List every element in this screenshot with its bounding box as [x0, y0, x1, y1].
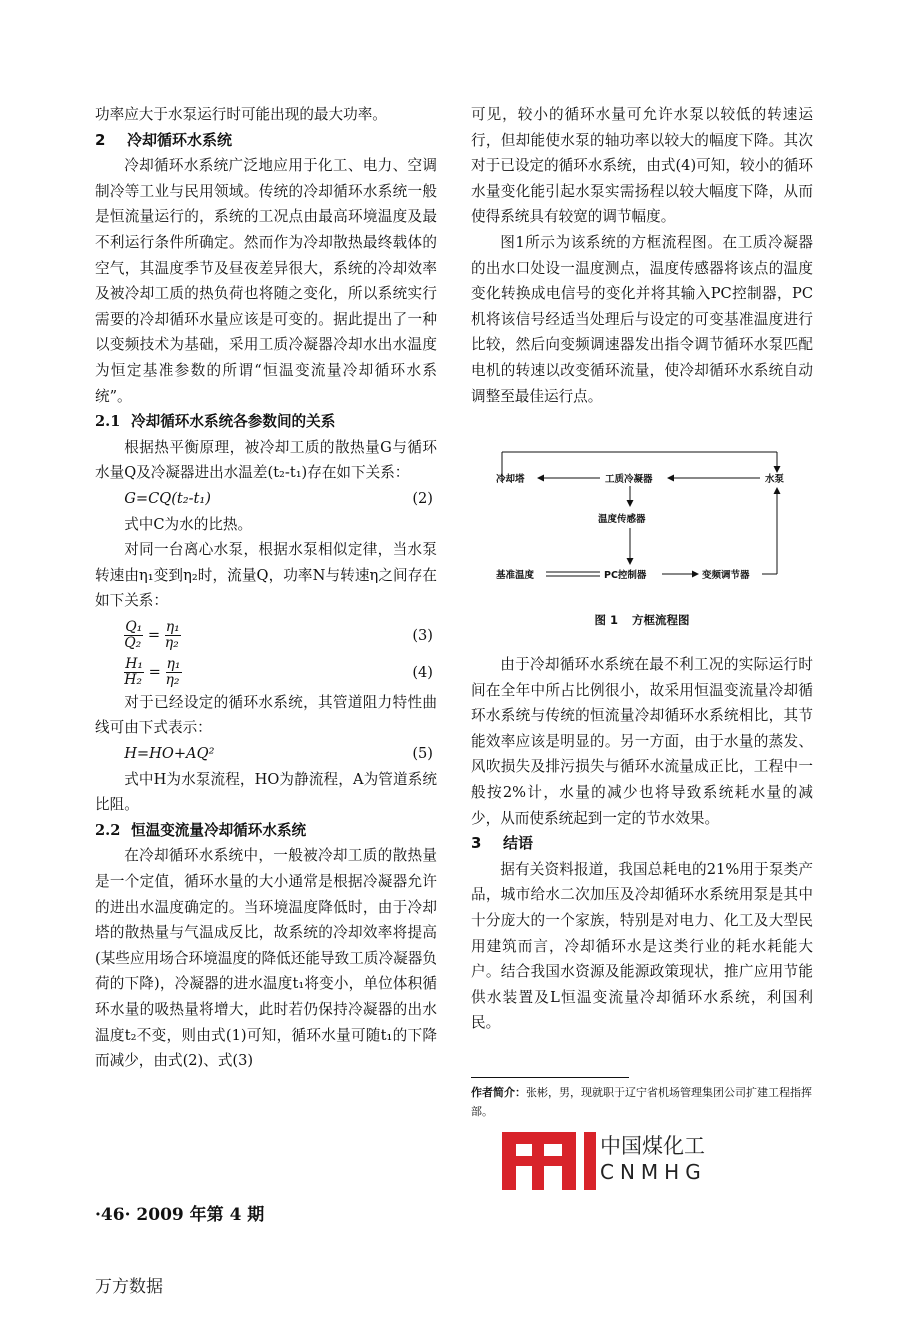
- node-pc: PC控制器: [604, 570, 647, 581]
- paragraph: 图1所示为该系统的方框流程图。在工质冷凝器的出水口处设一温度测点，温度传感器将该点的温度变化转换成电信号的变化并将其输入PC控制器，PC机将该信号经适当处理后与设定的可变基准温度进行比较，然后向变频调速器发出指令调节循环水泵匹配电机的转速以改变循环流量，使冷却循环水系统自动调整至最佳运行点。: [471, 233, 813, 405]
- node-pump: 水泵: [765, 474, 785, 485]
- author-note: 作者简介：张彬，男，现就职于辽宁省机场管理集团公司扩建工程指挥部。: [471, 1086, 812, 1118]
- node-base-temp: 基准温度: [496, 570, 535, 581]
- paragraph: 式中C为水的比热。: [124, 515, 253, 533]
- subsection-heading: 2.1 冷却循环水系统各参数间的关系: [95, 413, 336, 431]
- paragraph: 冷却循环水系统广泛地应用于化工、电力、空调制冷等工业与民用领域。传统的冷却循环水系统一般是恒流量运行的，系统的工况点由最高环境温度及最不利运行条件所确定。然而作为冷却散热最终载体的空气，其温度季节及昼夜差异很大，系统的冷却效率及被冷却工质的热负荷也将随之变化，所以系统实行需要的冷却循环水量应该是可变的。据此提出了一种以变频技术为基础，采用工质冷凝器冷却水出水温度为恒定基准参数的所谓“恒温变流量冷却循环水系统”。: [95, 157, 437, 405]
- equation-5: H=HO+AQ² (5): [124, 745, 433, 763]
- watermark: 万方数据: [95, 1277, 163, 1297]
- node-condenser: 工质冷凝器: [605, 474, 653, 485]
- paragraph: 式中H为水泵流程，HO为静流程，A为管道系统比阻。: [95, 770, 437, 814]
- paragraph: 对同一台离心水泵，根据水泵相似定律，当水泵转速由η₁变到η₂时，流量Q，功率N与转速η之间存在如下关系：: [95, 541, 437, 610]
- page-footer: ·46· 2009 年第 4 期: [95, 1205, 265, 1225]
- subsection-heading: 2.2 恒温变流量冷却循环水系统: [95, 821, 307, 839]
- logo-mark: [502, 1132, 596, 1190]
- section-heading: 3 结语: [471, 834, 534, 853]
- paragraph: 由于冷却循环水系统在最不利工况的实际运行时间在全年中所占比例很小，故采用恒温变流量冷却循环水系统与传统的恒流量冷却循环水系统相比，其节能效率应该是明显的。另一方面，由于水量的蒸发、风吹损失及排污损失与循环水流量成正比，工程中一般按2%计，水量的减少也将导致系统耗水量的减少，从而使系统起到一定的节水效果。: [471, 656, 813, 827]
- equation-3: $\frac{\text{Q₁}}{\text{Q₂}}$ = $\frac{\text{η₁}}{\text{η₂}}$ (3): [124, 618, 433, 651]
- figure-caption: 图 1 方框流程图: [594, 613, 690, 627]
- node-cooling-tower: 冷却塔: [496, 474, 525, 485]
- footnote-rule: [471, 1077, 629, 1078]
- logo-text-cn: 中国煤化工: [600, 1134, 705, 1158]
- right-column-top: [471, 102, 813, 409]
- right-column-bottom: [471, 652, 813, 1036]
- paragraph: 对于已经设定的循环水系统，其管道阻力特性曲线可由下式表示：: [95, 693, 437, 737]
- section-heading: 2 冷却循环水系统: [95, 130, 233, 149]
- paragraph: 功率应大于水泵运行时可能出现的最大功率。: [95, 106, 387, 123]
- node-sensor: 温度传感器: [598, 514, 646, 525]
- paragraph: 据有关资料报道，我国总耗电的21%用于泵类产品，城市给水二次加压及冷却循环水系统用泵是其中十分庞大的一个家族，特别是对电力、化工及大型民用建筑而言，冷却循环水是这类行业的耗水耗能大户。结合我国水资源及能源政策现状，推广应用节能供水装置及L恒温变流量冷却循环水系统，利国利民。: [471, 860, 813, 1032]
- left-column: [95, 102, 437, 1074]
- equation-2: G=CQ(t₂-t₁) (2): [124, 489, 433, 507]
- node-vfd: 变频调节器: [702, 570, 750, 581]
- logo-text-en: CNMHG: [600, 1160, 707, 1184]
- equation-4: $\frac{\text{H₁}}{\text{H₂}}$ = $\frac{\text{η₁}}{\text{η₂}}$ (4): [124, 655, 433, 688]
- paragraph: 在冷却循环水系统中，一般被冷却工质的散热量是一个定值，循环水量的大小通常是根据冷凝器允许的进出水温度确定的。当环境温度降低时，由于冷却塔的散热量与气温成反比，故系统的冷却效率将提高(某些应用场合环境温度的降低还能导致工质冷凝器负荷的下降)，冷凝器的进水温度t₁将变小，单位体积循环水量的吸热量将增大，此时若仍保持冷凝器的出水温度t₂不变，则由式(1)可知，循环水量可随t₁的下降而减少，由式(2)、式(3): [95, 847, 437, 1070]
- paragraph: 根据热平衡原理，被冷却工质的散热量G与循环水量Q及冷凝器进出水温差(t₂-t₁)存在如下关系：: [95, 438, 437, 482]
- paragraph: 可见，较小的循环水量可允许水泵以较低的转速运行，但却能使水泵的轴功率以较大的幅度下降。其次对于已设定的循环水系统，由式(4)可知，较小的循环水量变化能引起水泵实需扬程以较大幅度下降，从而使得系统具有较宽的调节幅度。: [471, 106, 813, 226]
